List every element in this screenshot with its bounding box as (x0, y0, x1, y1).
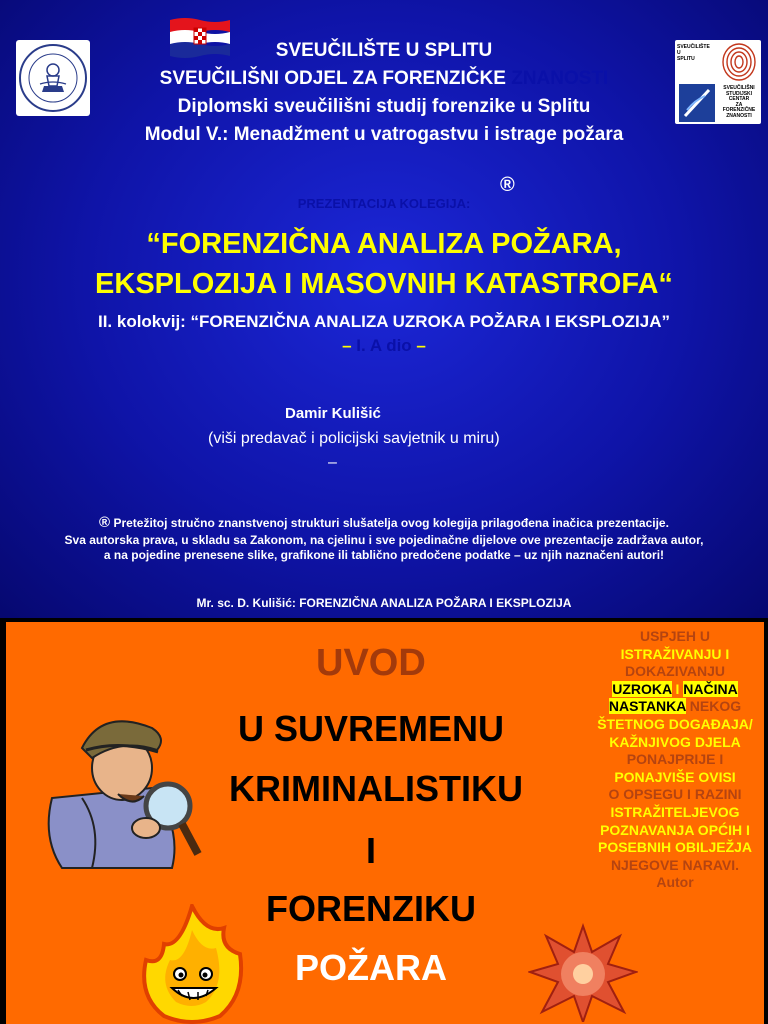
kolokvij-subtitle: II. kolokvij: “FORENZIČNA ANALIZA UZROKA POŽARA I EKSPLOZIJA” (97, 312, 671, 331)
header-module: Modul V.: Menadžment u vatrogastvu i istrage požara (144, 124, 624, 145)
detective-magnifier-icon (22, 678, 212, 878)
side-highlight: NAČINA (683, 680, 738, 697)
headline-line-3: I (365, 830, 376, 871)
copyright-line-1 (0, 514, 768, 531)
copyright-line-2: Sva autorska prava, u skladu sa Zakonom, na cjelinu i sve pojedinačne dijelove ove prezentacije zadržava autor, (64, 533, 704, 547)
header-department-text: SVEUČILIŠNI ODJEL ZA FORENZIČKE (159, 68, 506, 89)
side-line: PONAJVIŠE OVISI (614, 768, 736, 785)
intro-slide-frame (0, 618, 768, 1024)
side-highlight: UZROKA (612, 680, 672, 697)
headline-line-4: FORENZIKU (266, 888, 476, 929)
header-department-faint: ZNANOSTI (511, 68, 609, 89)
author-title: (viši predavač i policijski savjetnik u miru) (208, 430, 500, 447)
headline-line-1: U SUVREMENU (237, 708, 505, 749)
logo-text-line: SPLITU (677, 56, 695, 62)
side-line: ISTRAŽIVANJU I (620, 645, 730, 662)
title-line-2: EKSPLOZIJA I MASOVNIH KATASTROFA“ (95, 268, 673, 300)
side-text: NEKOG (685, 698, 742, 715)
side-connector: I (671, 680, 684, 697)
side-line: ISTRAŽITELJEVOG (610, 803, 740, 820)
part-label (0, 336, 768, 356)
author-name: Damir Kulišić (285, 405, 381, 422)
side-line (586, 681, 764, 699)
logo-text-line: ZA (735, 101, 743, 108)
logo-text-line: STUDIJSKI (725, 90, 753, 97)
headline-line-2: KRIMINALISTIKU (229, 768, 523, 809)
side-line: POSEBNIH OBILJEŽJA (597, 839, 753, 856)
side-line: USPJEH U (639, 628, 711, 644)
side-line (586, 698, 764, 716)
headline-line-5: POŽARA (295, 947, 447, 988)
logo-text-line: U (677, 50, 681, 56)
side-line: PONAJPRIJE I (626, 751, 724, 768)
registered-mark: ® (500, 174, 515, 196)
side-line: ŠTETNOG DOGAĐAJA/ (597, 715, 753, 732)
slide-footer: Mr. sc. D. Kulišić: FORENZIČNA ANALIZA POŽARA I EKSPLOZIJA (196, 596, 572, 610)
copyright-line-3: a na pojedine prenesene slike, grafikone ili tablično predočene podatke – uz njih naznačeni autori! (103, 548, 665, 562)
uvod-heading: UVOD (316, 642, 426, 684)
header-university: SVEUČILIŠTE U SPLITU (275, 40, 493, 61)
logo-text-line: CENTAR (728, 96, 750, 103)
side-line: POZNAVANJA OPĆIH I (600, 821, 750, 838)
part-dash-right: – (416, 336, 426, 355)
part-label-text: I. A dio (351, 336, 417, 355)
side-line: Autor (656, 874, 694, 891)
header-study: Diplomski sveučilišni studij forenzike u Splitu (177, 96, 591, 117)
author-dash: – (328, 454, 337, 471)
intro-side-text (586, 628, 764, 892)
copyright-text-1: Pretežitoj stručno znanstvenoj strukturi slušatelja ovog kolegija prilagođena inačica prezentacije. (110, 516, 669, 530)
logo-text-line: SVEUČILIŠNI (723, 85, 755, 91)
side-highlight: NASTANKA (608, 698, 686, 715)
side-line: NJEGOVE NARAVI. (610, 856, 740, 873)
header-department (0, 68, 768, 90)
part-dash-left: – (342, 336, 352, 355)
fire-flame-icon (136, 904, 248, 1024)
logo-text-line: ZNANOSTI (726, 112, 752, 119)
side-line: KAŽNJIVOG DJELA (609, 733, 741, 750)
side-line: O OPSEGU I RAZINI (608, 786, 742, 803)
intro-slide (6, 622, 764, 1024)
presentation-label: PREZENTACIJA KOLEGIJA: (297, 196, 471, 211)
title-line-1: “FORENZIČNA ANALIZA POŽARA, (146, 228, 622, 260)
logo-text-line: FORENZIČNE (722, 107, 756, 114)
copyright-mark: ® (99, 514, 111, 531)
explosion-burst-icon (528, 922, 638, 1022)
logo-text-line: SVEUČILIŠTE (677, 44, 710, 50)
side-line: DOKAZIVANJU (624, 663, 726, 680)
